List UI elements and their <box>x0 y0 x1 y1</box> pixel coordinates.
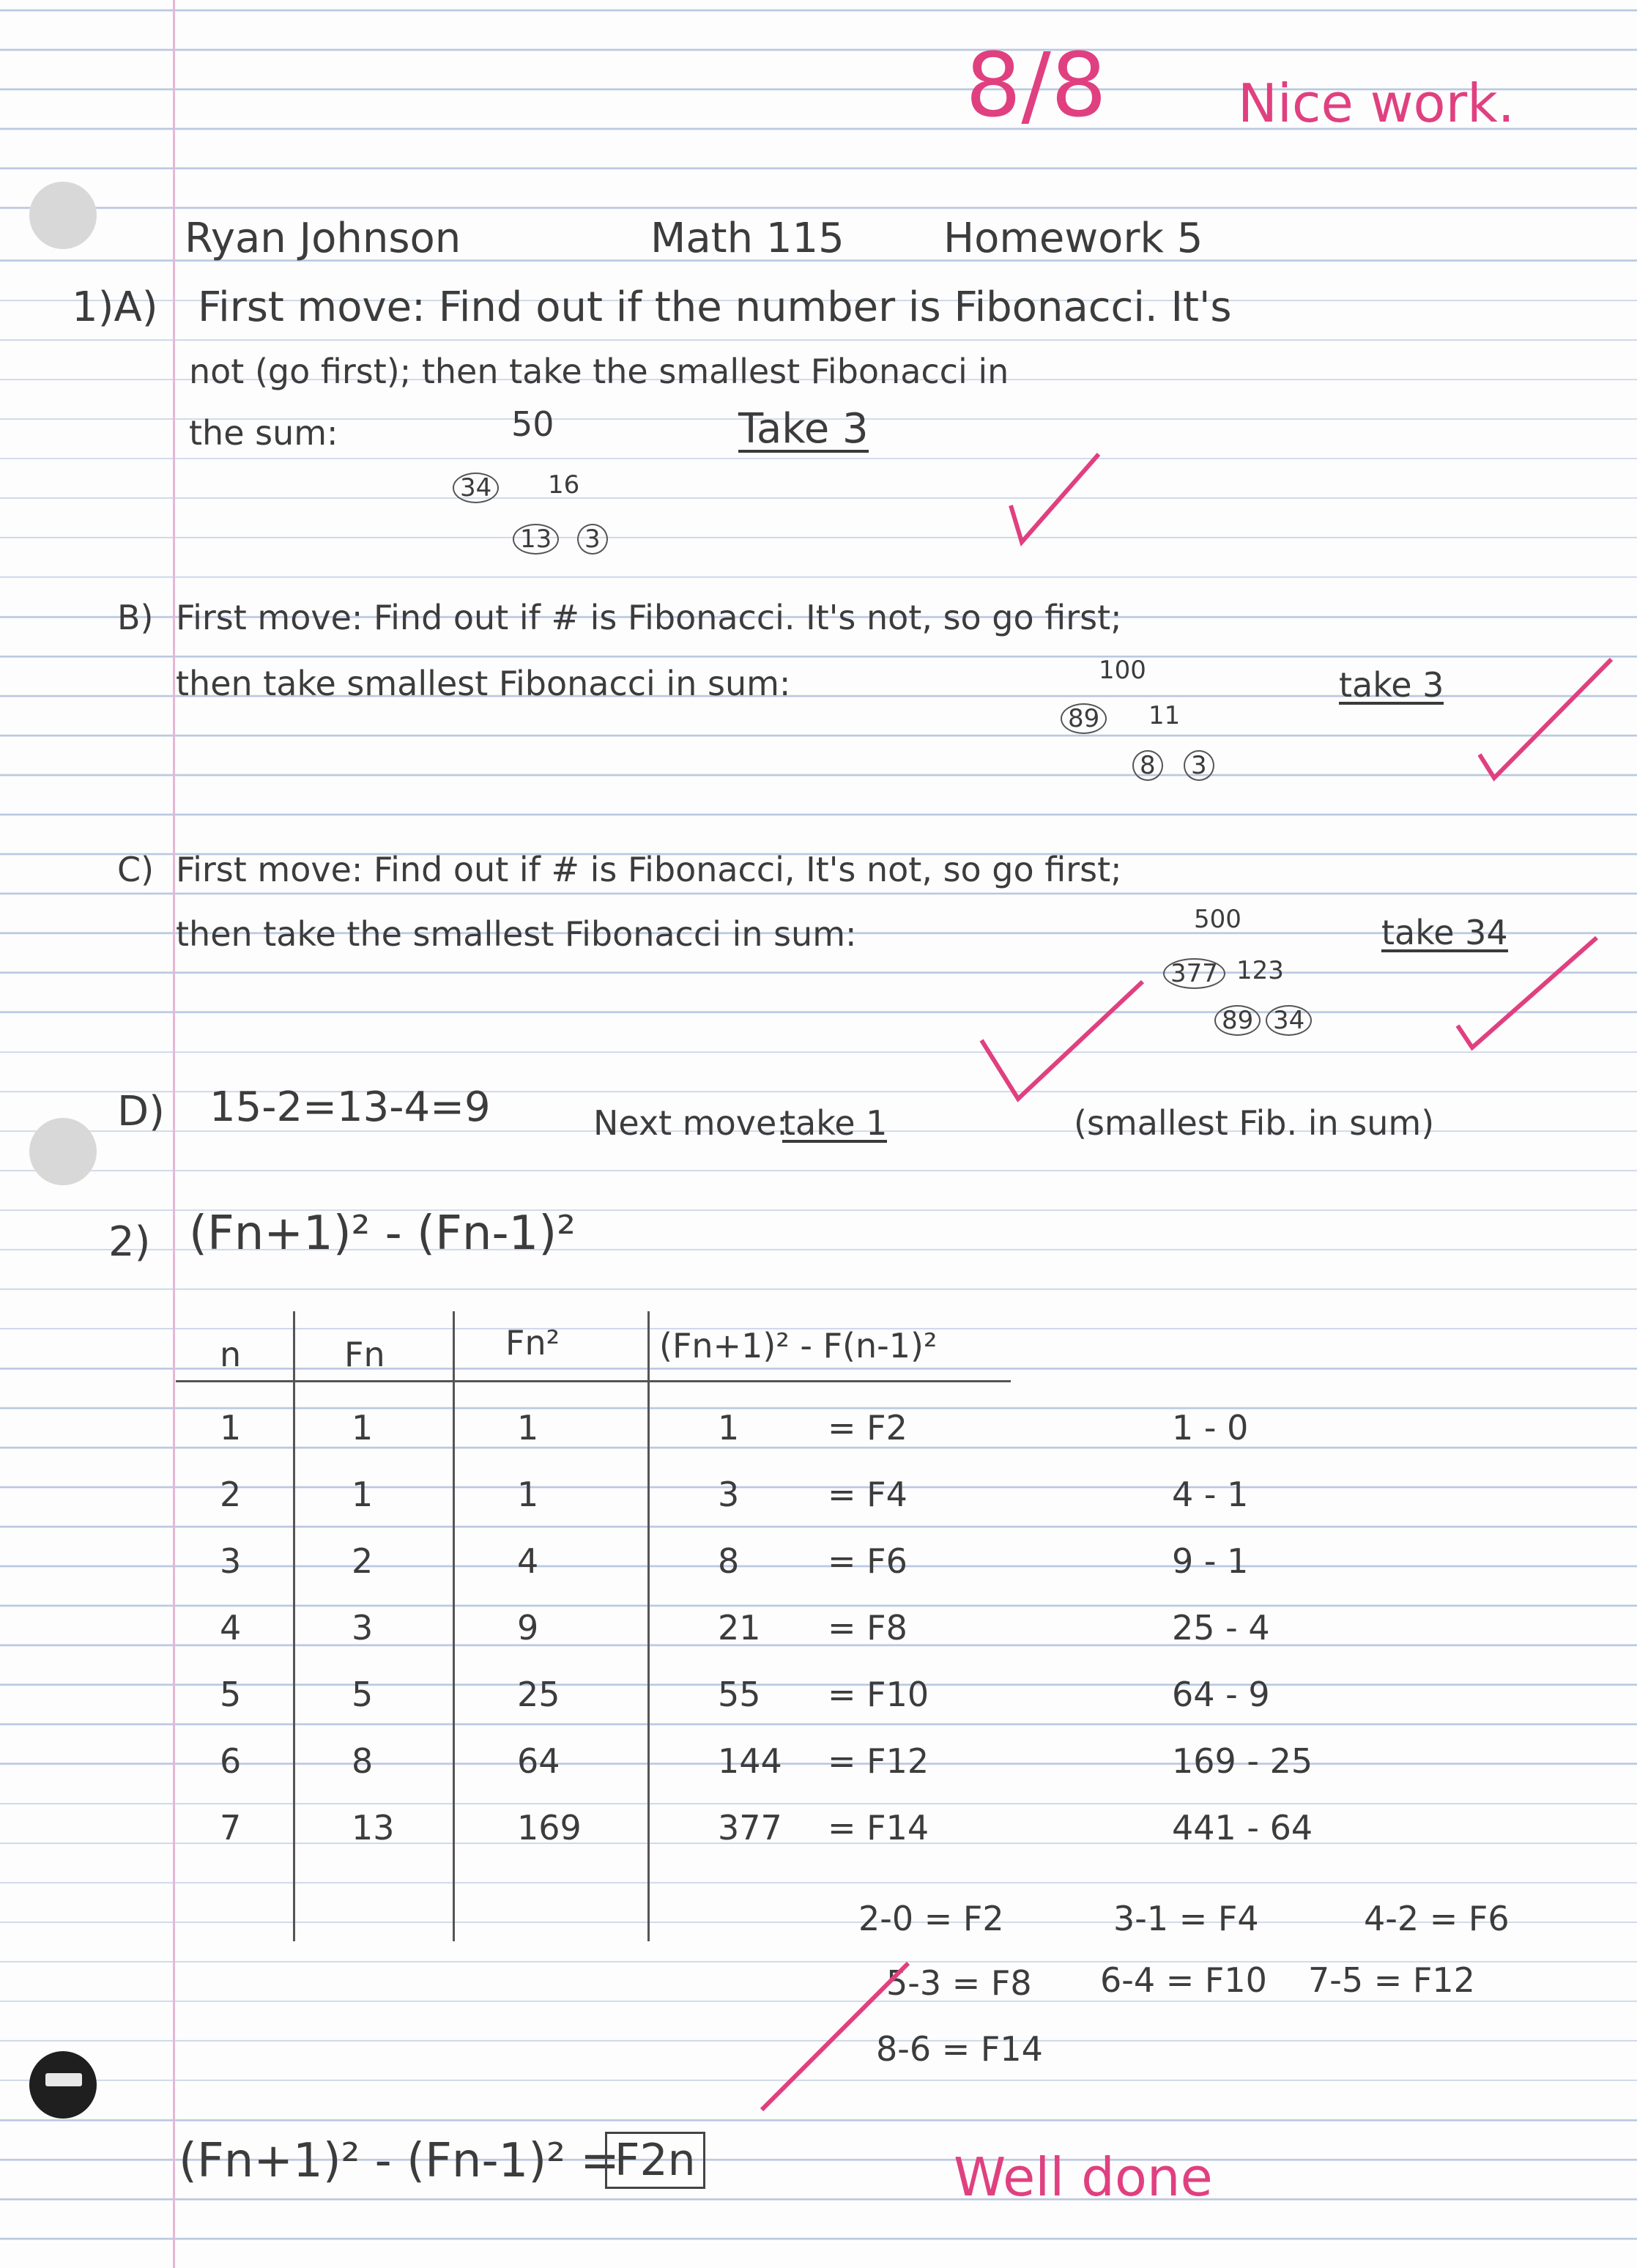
table-cell-fn: 3 <box>352 1608 374 1648</box>
binder-hole <box>29 1118 97 1185</box>
table-header: Fn <box>344 1335 385 1374</box>
answer-text: First move: Find out if # is Fibonacci. It's not, so go first; <box>176 598 1122 637</box>
answer-text: First move: Find out if # is Fibonacci, It's not, so go first; <box>176 850 1122 889</box>
table-cell-fn2: 1 <box>517 1475 539 1514</box>
tree-node: 500 <box>1194 905 1241 934</box>
question-label: D) <box>117 1088 165 1135</box>
table-header: n <box>220 1335 242 1374</box>
answer-text: then take smallest Fibonacci in sum: <box>176 664 791 703</box>
check-mark-icon <box>981 982 1143 1099</box>
check-mark-icon <box>1480 659 1611 778</box>
table-cell-fn2: 1 <box>517 1408 539 1448</box>
table-cell-n: 2 <box>220 1475 242 1514</box>
index-note: 6-4 = F10 <box>1100 1960 1267 2000</box>
question-label: 2) <box>108 1218 151 1266</box>
tree-node: 3 <box>1184 750 1214 781</box>
table-cell-diff: 377 <box>718 1808 782 1848</box>
student-name: Ryan Johnson <box>185 215 461 262</box>
tree-node: 100 <box>1099 656 1146 685</box>
table-cell-fib: = F12 <box>828 1741 929 1781</box>
check-mark-icon <box>1458 938 1597 1048</box>
table-cell-calc: 441 - 64 <box>1172 1808 1313 1848</box>
index-note: 8-6 = F14 <box>876 2029 1043 2069</box>
conclusion-lhs: (Fn+1)² - (Fn-1)² = <box>179 2134 620 2188</box>
table-cell-n: 6 <box>220 1741 242 1781</box>
check-mark-icon <box>1011 454 1099 542</box>
table-cell-fn: 8 <box>352 1741 374 1781</box>
tree-node: 34 <box>1266 1005 1312 1036</box>
answer-text: 15-2=13-4=9 <box>209 1083 491 1131</box>
index-note: 5-3 = F8 <box>886 1963 1032 2003</box>
tree-node: 89 <box>1214 1005 1261 1036</box>
table-cell-diff: 8 <box>718 1541 740 1581</box>
table-cell-n: 5 <box>220 1675 242 1714</box>
question-label: C) <box>117 850 155 889</box>
answer-text: First move: Find out if the number is Fibonacci. It's <box>198 284 1232 331</box>
answer-text: Next move: <box>593 1103 788 1143</box>
tree-node: 89 <box>1061 703 1107 734</box>
table-cell-fn: 13 <box>352 1808 395 1848</box>
index-note: 2-0 = F2 <box>858 1899 1004 1938</box>
table-cell-diff: 55 <box>718 1675 761 1714</box>
binder-hole <box>29 182 97 249</box>
table-cell-diff: 3 <box>718 1475 740 1514</box>
table-cell-n: 3 <box>220 1541 242 1581</box>
grade-score: 8/8 <box>965 35 1107 137</box>
table-cell-n: 7 <box>220 1808 242 1848</box>
table-cell-fn2: 169 <box>517 1808 582 1848</box>
table-header: Fn² <box>505 1323 560 1363</box>
table-divider <box>293 1311 295 1941</box>
table-cell-n: 1 <box>220 1408 242 1448</box>
assignment-title: Homework 5 <box>943 215 1203 262</box>
answer-text: Take 3 <box>738 405 869 453</box>
answer-text: take 1 <box>782 1103 888 1143</box>
margin-line <box>173 0 175 2268</box>
table-cell-fib: = F8 <box>828 1608 907 1648</box>
question-label: 1)A) <box>72 284 158 331</box>
index-note: 4-2 = F6 <box>1364 1899 1510 1938</box>
table-cell-calc: 9 - 1 <box>1172 1541 1249 1581</box>
tree-node: 34 <box>453 472 499 503</box>
tree-node: 50 <box>511 404 554 444</box>
grade-comment: Nice work. <box>1238 73 1515 134</box>
table-cell-fn: 5 <box>352 1675 374 1714</box>
table-divider <box>647 1311 650 1941</box>
answer-text: take 3 <box>1339 665 1444 705</box>
tree-node: 16 <box>548 470 580 500</box>
table-header-rule <box>176 1380 1011 1382</box>
table-cell-calc: 1 - 0 <box>1172 1408 1249 1448</box>
table-cell-fib: = F4 <box>828 1475 907 1514</box>
tree-node: 377 <box>1163 958 1225 989</box>
index-note: 7-5 = F12 <box>1308 1960 1475 2000</box>
course-name: Math 115 <box>650 215 845 262</box>
table-cell-fn: 1 <box>352 1475 374 1514</box>
table-cell-fib: = F14 <box>828 1808 929 1848</box>
table-cell-calc: 25 - 4 <box>1172 1608 1270 1648</box>
tree-node: 123 <box>1236 956 1284 985</box>
conclusion-rhs: F2n <box>605 2132 705 2189</box>
table-cell-calc: 4 - 1 <box>1172 1475 1249 1514</box>
table-header: (Fn+1)² - F(n-1)² <box>659 1326 938 1365</box>
answer-text: the sum: <box>189 413 338 453</box>
binder-hole <box>29 2051 97 2119</box>
table-cell-calc: 64 - 9 <box>1172 1675 1270 1714</box>
answer-text: not (go first); then take the smallest Fibonacci in <box>189 352 1009 391</box>
tree-node: 8 <box>1132 750 1163 781</box>
question-label: B) <box>117 598 154 637</box>
table-cell-fn2: 4 <box>517 1541 539 1581</box>
table-cell-fib: = F10 <box>828 1675 929 1714</box>
table-cell-fn: 1 <box>352 1408 374 1448</box>
tree-node: 3 <box>577 524 608 555</box>
table-cell-fib: = F2 <box>828 1408 907 1448</box>
table-cell-diff: 21 <box>718 1608 761 1648</box>
answer-text: take 34 <box>1381 913 1508 952</box>
table-divider <box>453 1311 455 1941</box>
table-cell-fib: = F6 <box>828 1541 907 1581</box>
table-cell-fn2: 64 <box>517 1741 560 1781</box>
question-expression: (Fn+1)² - (Fn-1)² <box>189 1207 576 1261</box>
table-cell-calc: 169 - 25 <box>1172 1741 1313 1781</box>
answer-text: (smallest Fib. in sum) <box>1074 1103 1435 1143</box>
answer-text: then take the smallest Fibonacci in sum: <box>176 914 857 954</box>
table-cell-fn2: 9 <box>517 1608 539 1648</box>
table-cell-diff: 144 <box>718 1741 782 1781</box>
table-cell-fn: 2 <box>352 1541 374 1581</box>
table-cell-diff: 1 <box>718 1408 740 1448</box>
tree-node: 13 <box>513 524 559 555</box>
tree-node: 11 <box>1148 701 1181 730</box>
table-cell-fn2: 25 <box>517 1675 560 1714</box>
grade-comment: Well done <box>954 2146 1213 2208</box>
index-note: 3-1 = F4 <box>1113 1899 1259 1938</box>
table-cell-n: 4 <box>220 1608 242 1648</box>
